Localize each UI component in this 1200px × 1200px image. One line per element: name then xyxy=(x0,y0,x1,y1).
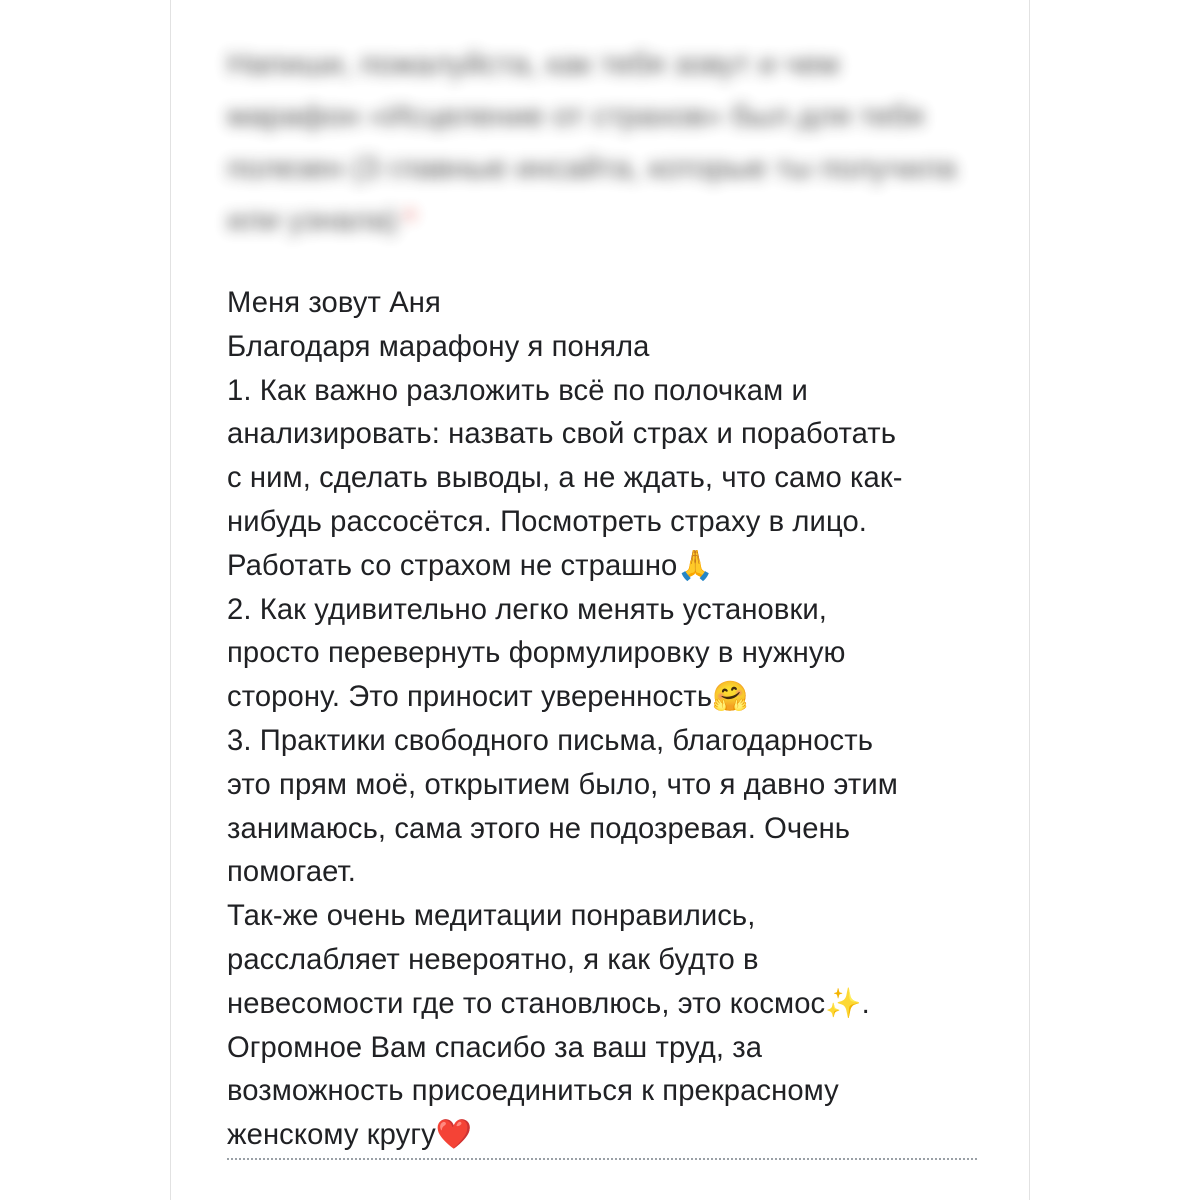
form-card xyxy=(170,0,1030,1200)
answer-line: женскому кругу❤️ xyxy=(227,1119,473,1152)
answer-field-underline xyxy=(227,1158,977,1160)
required-marker: * xyxy=(404,202,417,237)
answer-line: Благодаря марафону я поняла xyxy=(227,330,650,363)
answer-line: нибудь рассосётся. Посмотреть страху в лицо. xyxy=(227,505,867,538)
answer-line: Меня зовут Аня xyxy=(227,287,441,319)
answer-line: невесомости где то становлюсь, это космос✨. xyxy=(227,987,870,1020)
answer-line: возможность присоединиться к прекрасному xyxy=(227,1075,839,1108)
answer-line: расслабляет невероятно, я как будто в xyxy=(227,943,759,976)
answer-field[interactable] xyxy=(227,282,987,1158)
answer-line: 3. Практики свободного письма, благодарность xyxy=(227,724,873,757)
answer-line: Так-же очень медитации понравились, xyxy=(227,900,756,933)
answer-line: это прям моё, открытием было, что я давно этим xyxy=(227,768,898,801)
answer-line: Огромное Вам спасибо за ваш труд, за xyxy=(227,1031,763,1064)
answer-line: сторону. Это приносит уверенность🤗 xyxy=(227,681,749,714)
question-text: Напиши, пожалуйста, как тебя зовут и чем марафон «Исцеление от страхов» был для тебя полезен (3 главные инсайта, которые ты получила или узнала) xyxy=(227,46,957,237)
answer-line: 1. Как важно разложить всё по полочкам и xyxy=(227,374,808,407)
question-title xyxy=(227,38,957,246)
answer-line: 2. Как удивительно легко менять установки, xyxy=(227,593,827,626)
answer-line: Работать со страхом не страшно🙏 xyxy=(227,549,714,582)
answer-line: просто перевернуть формулировку в нужную xyxy=(227,637,846,670)
answer-line: занимаюсь, сама этого не подозревая. Очень xyxy=(227,812,851,845)
answer-line: с ним, сделать выводы, а не ждать, что само как- xyxy=(227,462,903,495)
answer-line: помогает. xyxy=(227,856,356,889)
answer-line: анализировать: назвать свой страх и поработать xyxy=(227,418,897,451)
